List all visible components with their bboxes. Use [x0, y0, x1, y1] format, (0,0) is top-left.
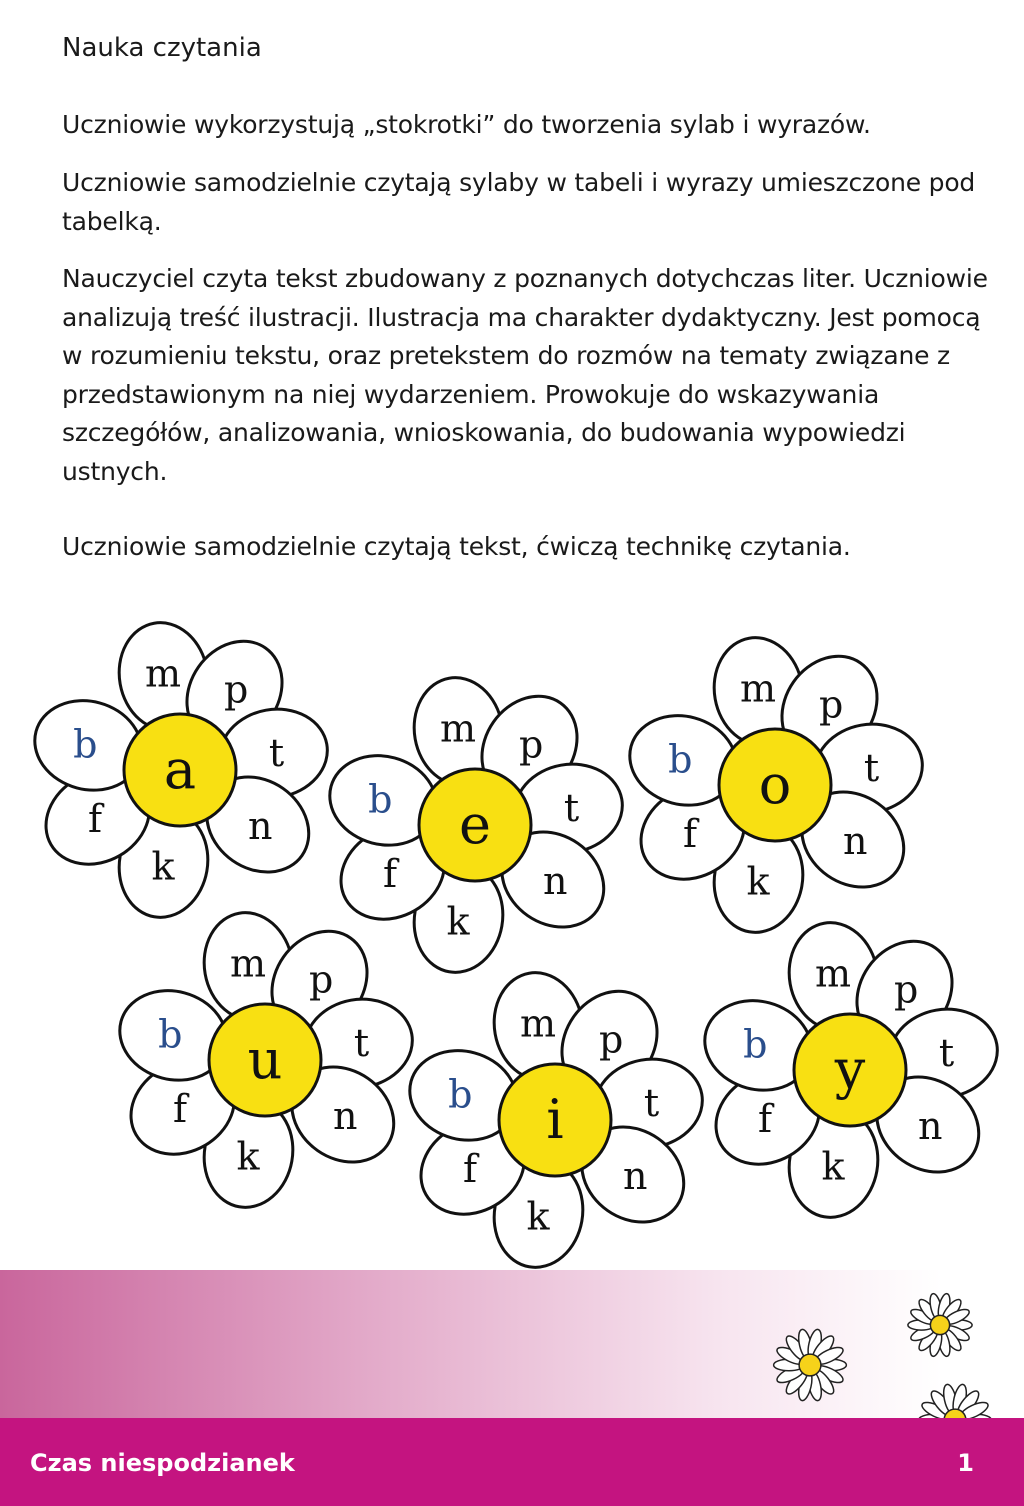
petal-letter: f: [463, 1147, 478, 1191]
petal-letter: b: [743, 1022, 768, 1067]
center-vowel: i: [546, 1088, 564, 1151]
petal-letter: f: [383, 852, 398, 896]
petal-letter: n: [843, 819, 868, 864]
paragraph-2: Uczniowie samodzielnie czytają sylaby w tabeli i wyrazy umieszczone pod tabelką.: [62, 168, 976, 236]
petal-letter: t: [938, 1031, 955, 1075]
daisy-a: [25, 616, 335, 925]
petal-letter: k: [821, 1144, 845, 1189]
petal-letter: f: [683, 812, 698, 856]
petal-letter: n: [248, 804, 273, 849]
section-heading: Nauka czytania: [62, 33, 262, 63]
petal-letter: n: [333, 1094, 358, 1139]
petal-letter: m: [739, 666, 777, 711]
petal-letter: t: [268, 731, 285, 775]
petal-letter: p: [894, 967, 919, 1012]
petal-letter: f: [173, 1087, 188, 1131]
petal-letter: n: [623, 1154, 648, 1199]
footer-title: Czas niespodzianek: [30, 1449, 295, 1477]
petal-letter: p: [819, 682, 844, 727]
paragraph-3: Nauczyciel czyta tekst zbudowany z poznanych dotychczas liter. Uczniowie analizują treść ilustracji. Ilustracja ma charakter dydaktyczny. Jest pomocą w rozumieniu tekstu, oraz pretekstem do rozmów na tematy związane z przedstawionym na niej wydarzeniem. Prowokuje do wskazywania szczegółów, analizowania, wnioskowania, do budowania wypowiedzi ustnych.: [62, 264, 988, 486]
petal-letter: b: [448, 1072, 473, 1117]
petal-letter: p: [224, 667, 249, 712]
petal-letter: b: [73, 722, 98, 767]
daisy-o: [620, 631, 930, 940]
petal-letter: n: [543, 859, 568, 904]
center-vowel: u: [247, 1028, 283, 1091]
petal-letter: t: [643, 1081, 660, 1125]
petal-letter: p: [599, 1017, 624, 1062]
daisy-u: [110, 906, 420, 1215]
center-vowel: y: [834, 1038, 866, 1101]
petal-letter: k: [151, 844, 175, 889]
paragraph-4: Uczniowie samodzielnie czytają tekst, ćwiczą technikę czytania.: [62, 532, 851, 561]
petal-letter: m: [439, 706, 477, 751]
petal-letter: f: [88, 797, 103, 841]
petal-letter: k: [746, 859, 770, 904]
center-vowel: o: [758, 753, 792, 816]
footer-bar: [0, 1418, 1024, 1506]
paragraph-1: Uczniowie wykorzystują „stokrotki” do tworzenia sylab i wyrazów.: [62, 110, 871, 139]
petal-letter: n: [918, 1104, 943, 1149]
petal-letter: t: [863, 746, 880, 790]
center-vowel: e: [459, 793, 491, 856]
daisy-y: [695, 916, 1005, 1225]
daisy-i: [400, 966, 710, 1275]
petal-letter: k: [446, 899, 470, 944]
petal-letter: k: [526, 1194, 550, 1239]
petal-letter: b: [668, 737, 693, 782]
petal-letter: b: [368, 777, 393, 822]
small-daisy: [774, 1328, 847, 1402]
petal-letter: b: [158, 1012, 183, 1057]
petal-letter: f: [758, 1097, 773, 1141]
page-number: 1: [957, 1449, 974, 1477]
petal-letter: k: [236, 1134, 260, 1179]
petal-letter: m: [814, 951, 852, 996]
petal-letter: m: [519, 1001, 557, 1046]
petal-letter: p: [309, 957, 334, 1002]
daisy-e: [320, 671, 630, 980]
petal-letter: t: [563, 786, 580, 830]
petal-letter: m: [144, 651, 182, 696]
small-daisy: [908, 1293, 972, 1358]
syllable-daisies-illustration: [0, 600, 1024, 1280]
petal-letter: p: [519, 722, 544, 767]
center-vowel: a: [163, 738, 197, 801]
petal-letter: t: [353, 1021, 370, 1065]
petal-letter: m: [229, 941, 267, 986]
